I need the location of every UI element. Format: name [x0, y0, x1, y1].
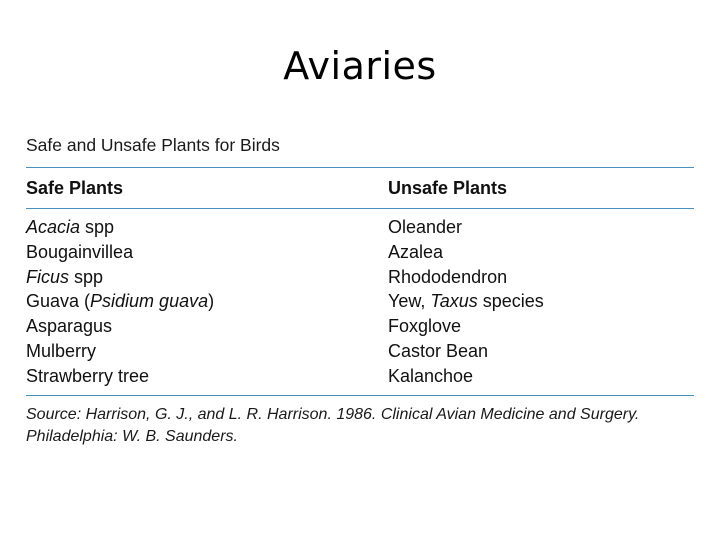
- table-caption: Safe and Unsafe Plants for Birds: [26, 135, 280, 155]
- unsafe-plant-cell: [388, 314, 694, 339]
- plant-name-segment: Acacia: [26, 217, 81, 237]
- plant-name-segment: spp: [80, 217, 115, 237]
- plant-name-segment: Asparagus: [26, 316, 113, 337]
- safe-plant-cell: [26, 289, 388, 314]
- plant-name-segment: Kalanchoe: [388, 365, 474, 386]
- unsafe-plant-cell: [388, 215, 694, 240]
- unsafe-plant-cell: [388, 289, 694, 314]
- plant-name-segment: Bougainvillea: [26, 241, 134, 262]
- safe-plant-cell: [26, 265, 388, 290]
- plant-name-segment: Mulberry: [26, 340, 97, 361]
- plant-name-segment: Yew,: [388, 291, 431, 312]
- plant-name-segment: Rhododendron: [388, 266, 508, 287]
- unsafe-plant-cell: [388, 339, 694, 364]
- safe-plant-cell: [26, 364, 388, 389]
- safe-plant-cell: [26, 215, 388, 240]
- plant-name-segment: Strawberry tree: [26, 365, 150, 386]
- plant-name-segment: spp: [69, 266, 104, 287]
- table-row: [26, 314, 694, 339]
- table-bottom-rule: [26, 395, 694, 396]
- safe-plant-cell: [26, 339, 388, 364]
- table-row: [26, 265, 694, 290]
- plant-name-segment: Castor Bean: [388, 340, 489, 361]
- table-body: [26, 209, 694, 395]
- plant-name-segment: Ficus: [26, 266, 70, 287]
- table-header-row: [26, 168, 694, 208]
- table-row: [26, 215, 694, 240]
- plant-name-segment: species: [477, 291, 544, 312]
- plant-name-segment: Psidium guava: [90, 291, 209, 312]
- header-safe-plants: Safe Plants: [26, 177, 124, 198]
- safe-plant-cell: [26, 314, 388, 339]
- plant-name-segment: Guava (: [26, 291, 91, 312]
- unsafe-plant-cell: [388, 240, 694, 265]
- unsafe-plant-cell: [388, 265, 694, 290]
- slide-title: Aviaries: [283, 44, 437, 88]
- header-unsafe-plants: Unsafe Plants: [388, 177, 508, 198]
- table-row: [26, 240, 694, 265]
- table-row: [26, 364, 694, 389]
- table-row: [26, 339, 694, 364]
- unsafe-plant-cell: [388, 364, 694, 389]
- safe-plant-cell: [26, 240, 388, 265]
- plant-name-segment: ): [208, 291, 215, 312]
- plant-name-segment: Azalea: [388, 241, 444, 262]
- plants-table: [26, 133, 694, 448]
- plant-name-segment: Taxus: [430, 291, 478, 312]
- source-note: Source: Harrison, G. J., and L. R. Harrison. 1986. Clinical Avian Medicine and Surgery. Philadelphia: W. B. Saunders.: [26, 405, 640, 445]
- plant-name-segment: Foxglove: [388, 316, 462, 337]
- table-row: [26, 289, 694, 314]
- plant-name-segment: Oleander: [388, 217, 463, 237]
